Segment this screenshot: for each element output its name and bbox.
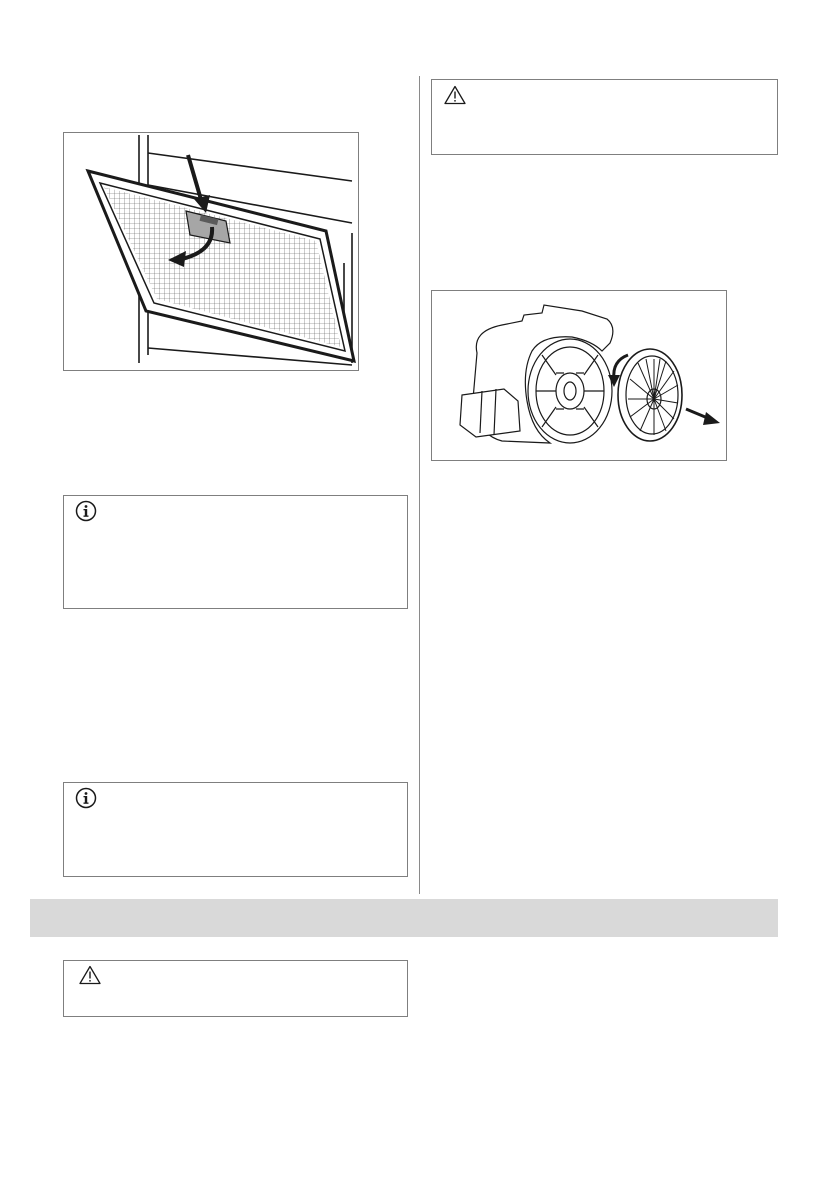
info-circle-icon [75,787,97,809]
grease-filter-illustration [64,133,358,370]
warning-note-box [431,79,778,155]
info-note-box [63,495,408,609]
grease-filter-figure [63,132,359,371]
carbon-filter-illustration [432,291,726,460]
carbon-filter-figure [431,290,727,461]
info-circle-icon [75,500,97,522]
info-note-box [63,782,408,877]
section-header-bar [30,899,778,937]
warning-note-box [63,960,408,1017]
column-divider [419,76,420,894]
warning-triangle-icon [79,965,101,985]
warning-triangle-icon [444,85,466,105]
